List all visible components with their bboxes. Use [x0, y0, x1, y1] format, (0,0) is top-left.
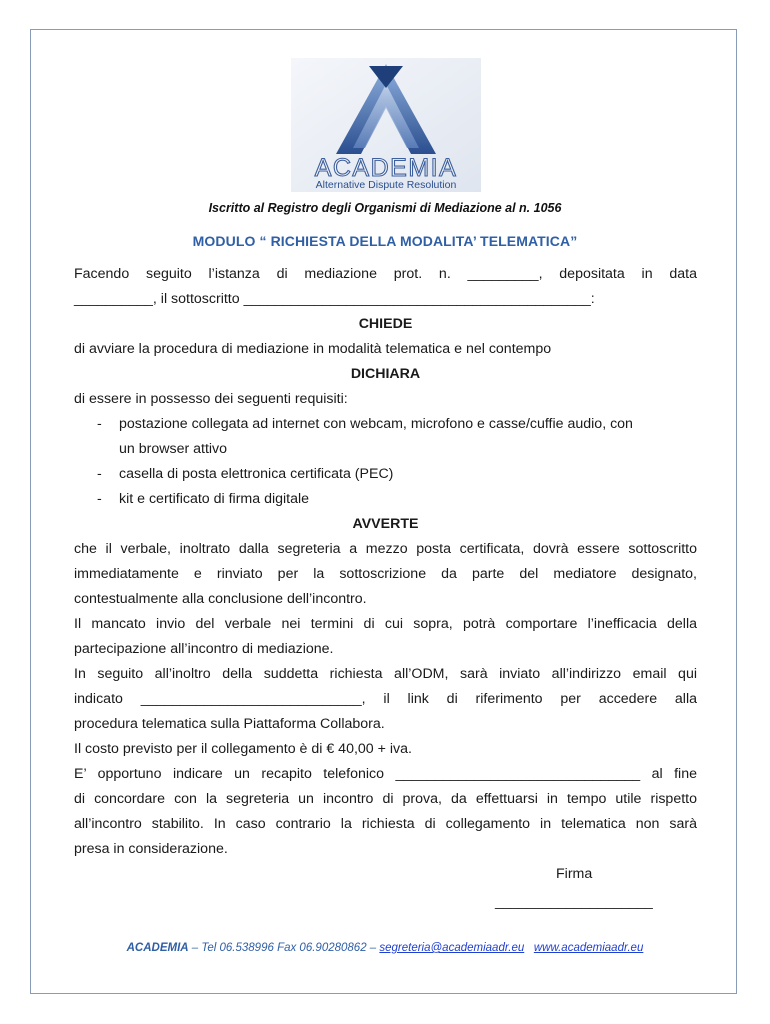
form-title: MODULO “ RICHIESTA DELLA MODALITA’ TELEMATICA”: [192, 233, 578, 249]
mancato-line: Il mancato invio del verbale nei termini di cui sopra, potrà comportare l’inefficacia della: [74, 616, 697, 632]
opportuno-line: E’ opportuno indicare un recapito telefonico _______________________________ al fine: [74, 766, 697, 782]
avverte-heading: AVVERTE: [352, 516, 419, 532]
avverte-line: immediatamente e rinviato per la sottoscrizione da parte del mediatore designato,: [74, 566, 697, 582]
seguito-line: indicato ____________________________, il link di riferimento per accedere alla: [74, 691, 697, 707]
avverte-line: contestualmente alla conclusione dell’incontro.: [74, 591, 367, 607]
bullet-dash: -: [97, 466, 102, 482]
dichiara-text: di essere in possesso dei seguenti requisiti:: [74, 391, 348, 407]
bullet-dash: -: [97, 491, 102, 507]
requirement-item: [74, 412, 697, 462]
footer-brand: ACADEMIA: [126, 942, 189, 954]
registry-line: Iscritto al Registro degli Organismi di Mediazione al n. 1056: [208, 201, 562, 215]
requirement-text-cont: un browser attivo: [119, 441, 228, 457]
requirement-item: [74, 462, 697, 487]
requirement-text: postazione collegata ad internet con webcam, microfono e casse/cuffie audio, con: [119, 416, 633, 432]
chiede-text: di avviare la procedura di mediazione in modalità telematica e nel contempo: [74, 341, 552, 357]
footer-email-link[interactable]: segreteria@academiaadr.eu: [379, 942, 525, 954]
intro-line-2: __________, il sottoscritto ____________________________________________:: [74, 291, 595, 307]
chiede-heading: CHIEDE: [358, 316, 413, 332]
academia-logo: [291, 58, 481, 192]
requirement-text: casella di posta elettronica certificata (PEC): [119, 466, 394, 482]
bullet-dash: -: [97, 416, 102, 432]
intro-line-1: Facendo seguito l’istanza di mediazione prot. n. _________, depositata in data: [74, 266, 697, 282]
cost-line: Il costo previsto per il collegamento è di € 40,00 + iva.: [74, 741, 412, 757]
signature-label: Firma: [556, 866, 593, 882]
footer-website-link[interactable]: www.academiaadr.eu: [533, 942, 644, 954]
opportuno-line: presa in considerazione.: [74, 841, 228, 857]
logo-name: ACADEMIA: [314, 154, 458, 182]
opportuno-line: di concordare con la segreteria un incontro di prova, da effettuarsi in tempo utile rispetto: [74, 791, 697, 807]
avverte-line: che il verbale, inoltrato dalla segreteria a mezzo posta certificata, dovrà essere sottoscritto: [74, 541, 697, 557]
requirement-item: [74, 487, 697, 512]
opportuno-line: all’incontro stabilito. In caso contrario la richiesta di collegamento in telematica non sarà: [74, 816, 697, 832]
signature-line[interactable]: ____________________: [495, 894, 653, 910]
dichiara-heading: DICHIARA: [350, 366, 421, 382]
requirement-text: kit e certificato di firma digitale: [119, 491, 310, 507]
footer-contacts: – Tel 06.538996 Fax 06.90280862 –: [188, 942, 380, 954]
document-body: [74, 262, 697, 862]
mancato-line: partecipazione all’incontro di mediazione.: [74, 641, 334, 657]
seguito-line: procedura telematica sulla Piattaforma Collabora.: [74, 716, 385, 732]
footer: [0, 942, 770, 954]
seguito-line: In seguito all’inoltro della suddetta richiesta all’ODM, sarà inviato all’indirizzo email qui: [74, 666, 697, 682]
logo-tagline: Alternative Dispute Resolution: [315, 179, 457, 191]
